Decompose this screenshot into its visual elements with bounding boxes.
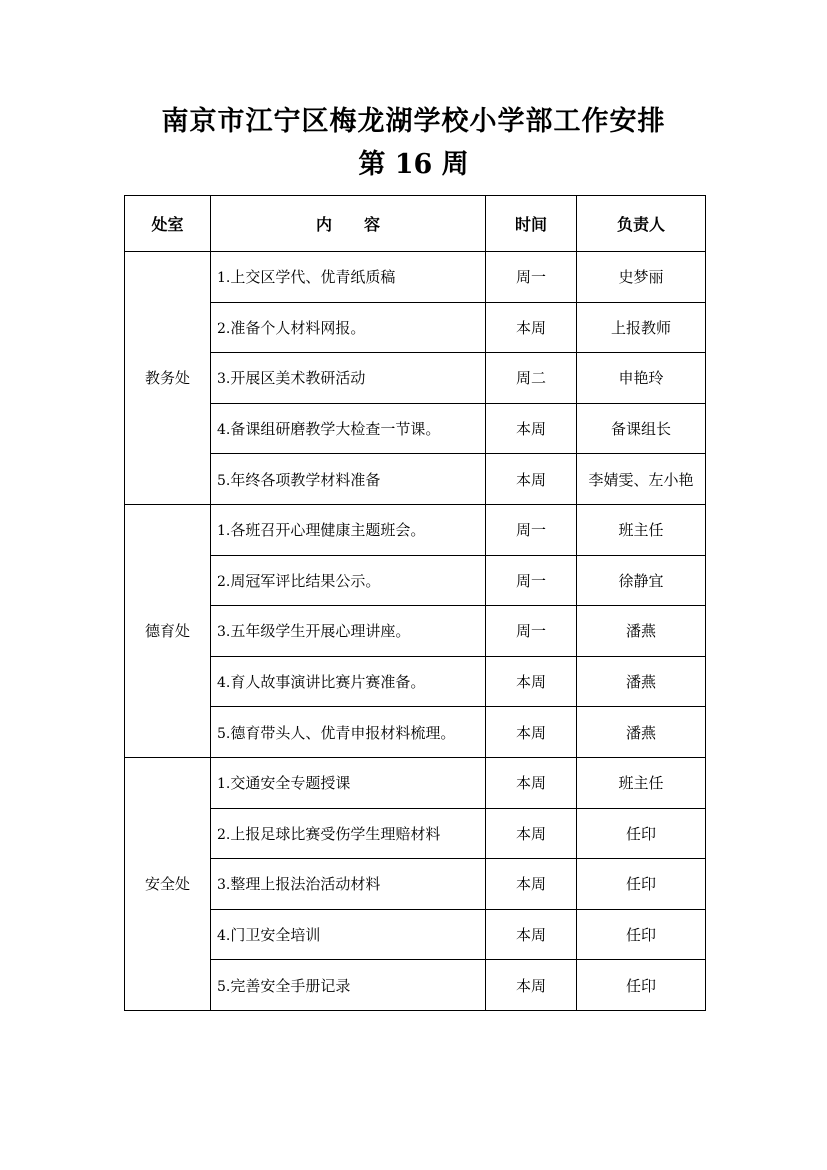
time-cell: 本周	[486, 808, 577, 859]
item-number: 5.	[217, 472, 231, 489]
item-number: 2.	[217, 573, 231, 590]
owner-cell: 班主任	[577, 757, 706, 808]
item-text: 年终各项教学材料准备	[230, 470, 381, 489]
content-cell	[211, 606, 486, 657]
content-cell	[211, 454, 486, 505]
item-text: 门卫安全培训	[230, 926, 321, 945]
content-cell	[211, 252, 486, 303]
owner-cell: 上报教师	[577, 302, 706, 353]
item-number: 3.	[217, 877, 231, 894]
item-text: 五年级学生开展心理讲座。	[230, 622, 411, 641]
item-number: 1.	[217, 776, 231, 793]
item-text: 完善安全手册记录	[230, 976, 351, 995]
dept-cell: 教务处	[125, 252, 211, 505]
dept-cell: 德育处	[125, 504, 211, 757]
time-cell: 周一	[486, 252, 577, 303]
owner-cell: 备课组长	[577, 403, 706, 454]
time-cell: 本周	[486, 909, 577, 960]
table-row	[125, 353, 706, 404]
owner-cell: 潘燕	[577, 656, 706, 707]
item-number: 5.	[217, 978, 231, 995]
item-text: 育人故事演讲比赛片赛准备。	[230, 673, 426, 692]
document-title: 南京市江宁区梅龙湖学校小学部工作安排	[161, 106, 666, 137]
owner-cell: 史梦丽	[577, 252, 706, 303]
table-row	[125, 252, 706, 303]
time-cell: 周一	[486, 504, 577, 555]
owner-cell: 潘燕	[577, 606, 706, 657]
header-content: 内 容	[211, 196, 486, 252]
item-text: 上报足球比赛受伤学生理赔材料	[230, 824, 441, 843]
item-number: 4.	[217, 675, 231, 692]
content-cell	[211, 909, 486, 960]
document-subtitle: 第 16 周	[358, 149, 469, 180]
item-number: 3.	[217, 371, 231, 388]
item-text: 开展区美术教研活动	[230, 369, 366, 388]
time-cell: 本周	[486, 960, 577, 1011]
header-dept: 处室	[125, 196, 211, 252]
table-row	[125, 302, 706, 353]
table-row	[125, 504, 706, 555]
item-text: 周冠军评比结果公示。	[230, 571, 381, 590]
time-cell: 本周	[486, 707, 577, 758]
owner-cell: 徐静宜	[577, 555, 706, 606]
time-cell: 本周	[486, 656, 577, 707]
content-cell	[211, 504, 486, 555]
table-row	[125, 808, 706, 859]
content-cell	[211, 757, 486, 808]
owner-cell: 任印	[577, 859, 706, 910]
content-cell	[211, 403, 486, 454]
item-text: 整理上报法治活动材料	[230, 875, 381, 894]
header-owner: 负责人	[577, 196, 706, 252]
item-number: 1.	[217, 270, 231, 287]
item-text: 各班召开心理健康主题班会。	[230, 521, 426, 540]
table-row	[125, 555, 706, 606]
table-row	[125, 909, 706, 960]
item-text: 德育带头人、优青申报材料梳理。	[230, 723, 456, 742]
table-header-row	[125, 196, 706, 252]
time-cell: 本周	[486, 302, 577, 353]
table-row	[125, 606, 706, 657]
owner-cell: 潘燕	[577, 707, 706, 758]
owner-cell: 班主任	[577, 504, 706, 555]
content-cell	[211, 808, 486, 859]
time-cell: 本周	[486, 859, 577, 910]
item-number: 4.	[217, 422, 231, 439]
item-number: 5.	[217, 725, 231, 742]
content-cell	[211, 353, 486, 404]
dept-cell: 安全处	[125, 757, 211, 1010]
item-text: 准备个人材料网报。	[230, 318, 366, 337]
time-cell: 本周	[486, 403, 577, 454]
time-cell: 周一	[486, 555, 577, 606]
time-cell: 周一	[486, 606, 577, 657]
time-cell: 周二	[486, 353, 577, 404]
table-row	[125, 859, 706, 910]
item-text: 备课组研磨教学大检查一节课。	[230, 420, 441, 439]
item-number: 4.	[217, 928, 231, 945]
content-cell	[211, 960, 486, 1011]
table-row	[125, 707, 706, 758]
item-text: 交通安全专题授课	[230, 774, 351, 793]
table-row	[125, 403, 706, 454]
table-row	[125, 757, 706, 808]
item-number: 3.	[217, 624, 231, 641]
table-row	[125, 656, 706, 707]
header-time: 时间	[486, 196, 577, 252]
content-cell	[211, 555, 486, 606]
owner-cell: 李婧雯、左小艳	[577, 454, 706, 505]
content-cell	[211, 859, 486, 910]
content-cell	[211, 302, 486, 353]
item-number: 2.	[217, 826, 231, 843]
item-text: 上交区学代、优青纸质稿	[230, 268, 396, 287]
content-cell	[211, 707, 486, 758]
owner-cell: 任印	[577, 808, 706, 859]
owner-cell: 任印	[577, 909, 706, 960]
schedule-table	[124, 195, 706, 1011]
time-cell: 本周	[486, 757, 577, 808]
item-number: 2.	[217, 320, 231, 337]
time-cell: 本周	[486, 454, 577, 505]
content-cell	[211, 656, 486, 707]
owner-cell: 任印	[577, 960, 706, 1011]
table-row	[125, 454, 706, 505]
item-number: 1.	[217, 523, 231, 540]
owner-cell: 申艳玲	[577, 353, 706, 404]
table-row	[125, 960, 706, 1011]
